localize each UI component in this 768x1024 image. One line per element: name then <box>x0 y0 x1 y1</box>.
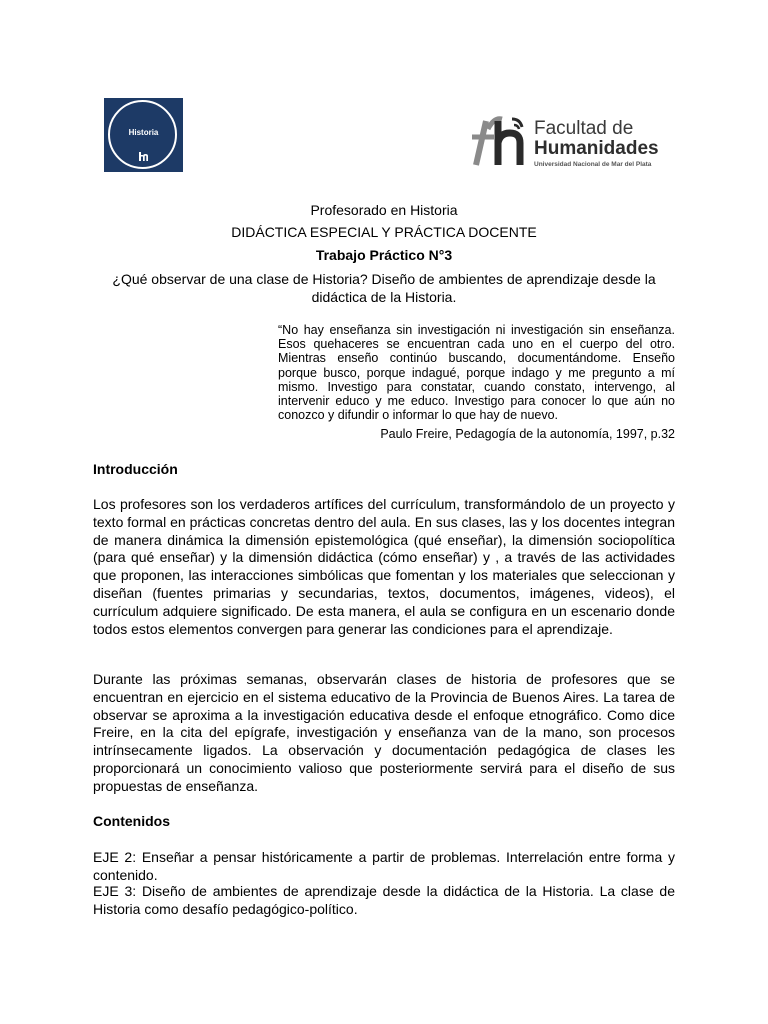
introduction-heading: Introducción <box>93 461 178 477</box>
logo-text-humanidades: Humanidades <box>534 138 659 159</box>
course-title: DIDÁCTICA ESPECIAL Y PRÁCTICA DOCENTE <box>231 224 537 240</box>
assignment-subtitle-line2: didáctica de la Historia. <box>311 289 457 305</box>
epigraph-source: Paulo Freire, Pedagogía de la autonomía, 1997, p.32 <box>380 427 675 441</box>
assignment-title: Trabajo Práctico N°3 <box>315 247 453 263</box>
historia-logo-label: Historia <box>128 128 159 137</box>
historia-logo <box>104 98 183 172</box>
fh-mark-icon <box>138 150 150 162</box>
logo-text-universidad: Universidad Nacional de Mar del Plata <box>534 161 652 168</box>
epigraph-quote: “No hay enseñanza sin investigación ni investigación sin enseñanza. Esos quehaceres se encuentran cada uno en el cuerpo del otro. Mientras enseño continúo buscando, documentándome. Enseño porque busco, porque indagué, porque indago y me pregunto a mí mismo. Investigo para constatar, cuando constato, intervengo, al intervenir educo y me educo. Investigo para conocer lo que aún no conozco y difundir o informar lo que hay de nuevo. <box>278 323 675 423</box>
contents-eje-2: EJE 2: Enseñar a pensar históricamente a partir de problemas. Interrelación entre forma y contenido. <box>93 849 675 883</box>
contents-heading: Contenidos <box>93 813 170 829</box>
program-title: Profesorado en Historia <box>310 202 458 218</box>
facultad-humanidades-logo <box>468 115 668 171</box>
logo-text-facultad: Facultad de <box>534 118 634 139</box>
contents-eje-3: EJE 3: Diseño de ambientes de aprendizaje desde la didáctica de la Historia. La clase de Historia como desafío pedagógico-político. <box>93 883 675 917</box>
introduction-paragraph-1: Los profesores son los verdaderos artífices del currículum, transformándolo de un proyecto y texto formal en prácticas concretas dentro del aula. En sus clases, las y los docentes integran de manera dinámica la dimensión epistemológica (qué enseñar), la dimensión sociopolítica (para qué enseñar) y la dimensión didáctica (cómo enseñar) y , a través de las actividades que proponen, las interacciones simbólicas que fomentan y los materiales que seleccionan y diseñan (fuentes primarias y secundarias, textos, documentos, imágenes, videos), el currículum adquiere significado. De esta manera, el aula se configura en un escenario donde todos estos elementos convergen para generar las condiciones para el aprendizaje. <box>93 496 675 637</box>
introduction-paragraph-2: Durante las próximas semanas, observarán clases de historia de profesores que se encuentran en ejercicio en el sistema educativo de la Provincia de Buenos Aires. La tarea de observar se aproxima a la investigación educativa desde el enfoque etnográfico. Como dice Freire, en la cita del epígrafe, investigación y enseñanza van de la mano, son procesos intrínsecamente ligados. La observación y documentación pedagógica de clases les proporcionará un conocimiento valioso que posteriormente servirá para el diseño de sus propuestas de enseñanza. <box>93 671 675 794</box>
assignment-subtitle-line1: ¿Qué observar de una clase de Historia? Diseño de ambientes de aprendizaje desde la <box>112 271 656 287</box>
fh-logo-icon <box>468 115 526 171</box>
